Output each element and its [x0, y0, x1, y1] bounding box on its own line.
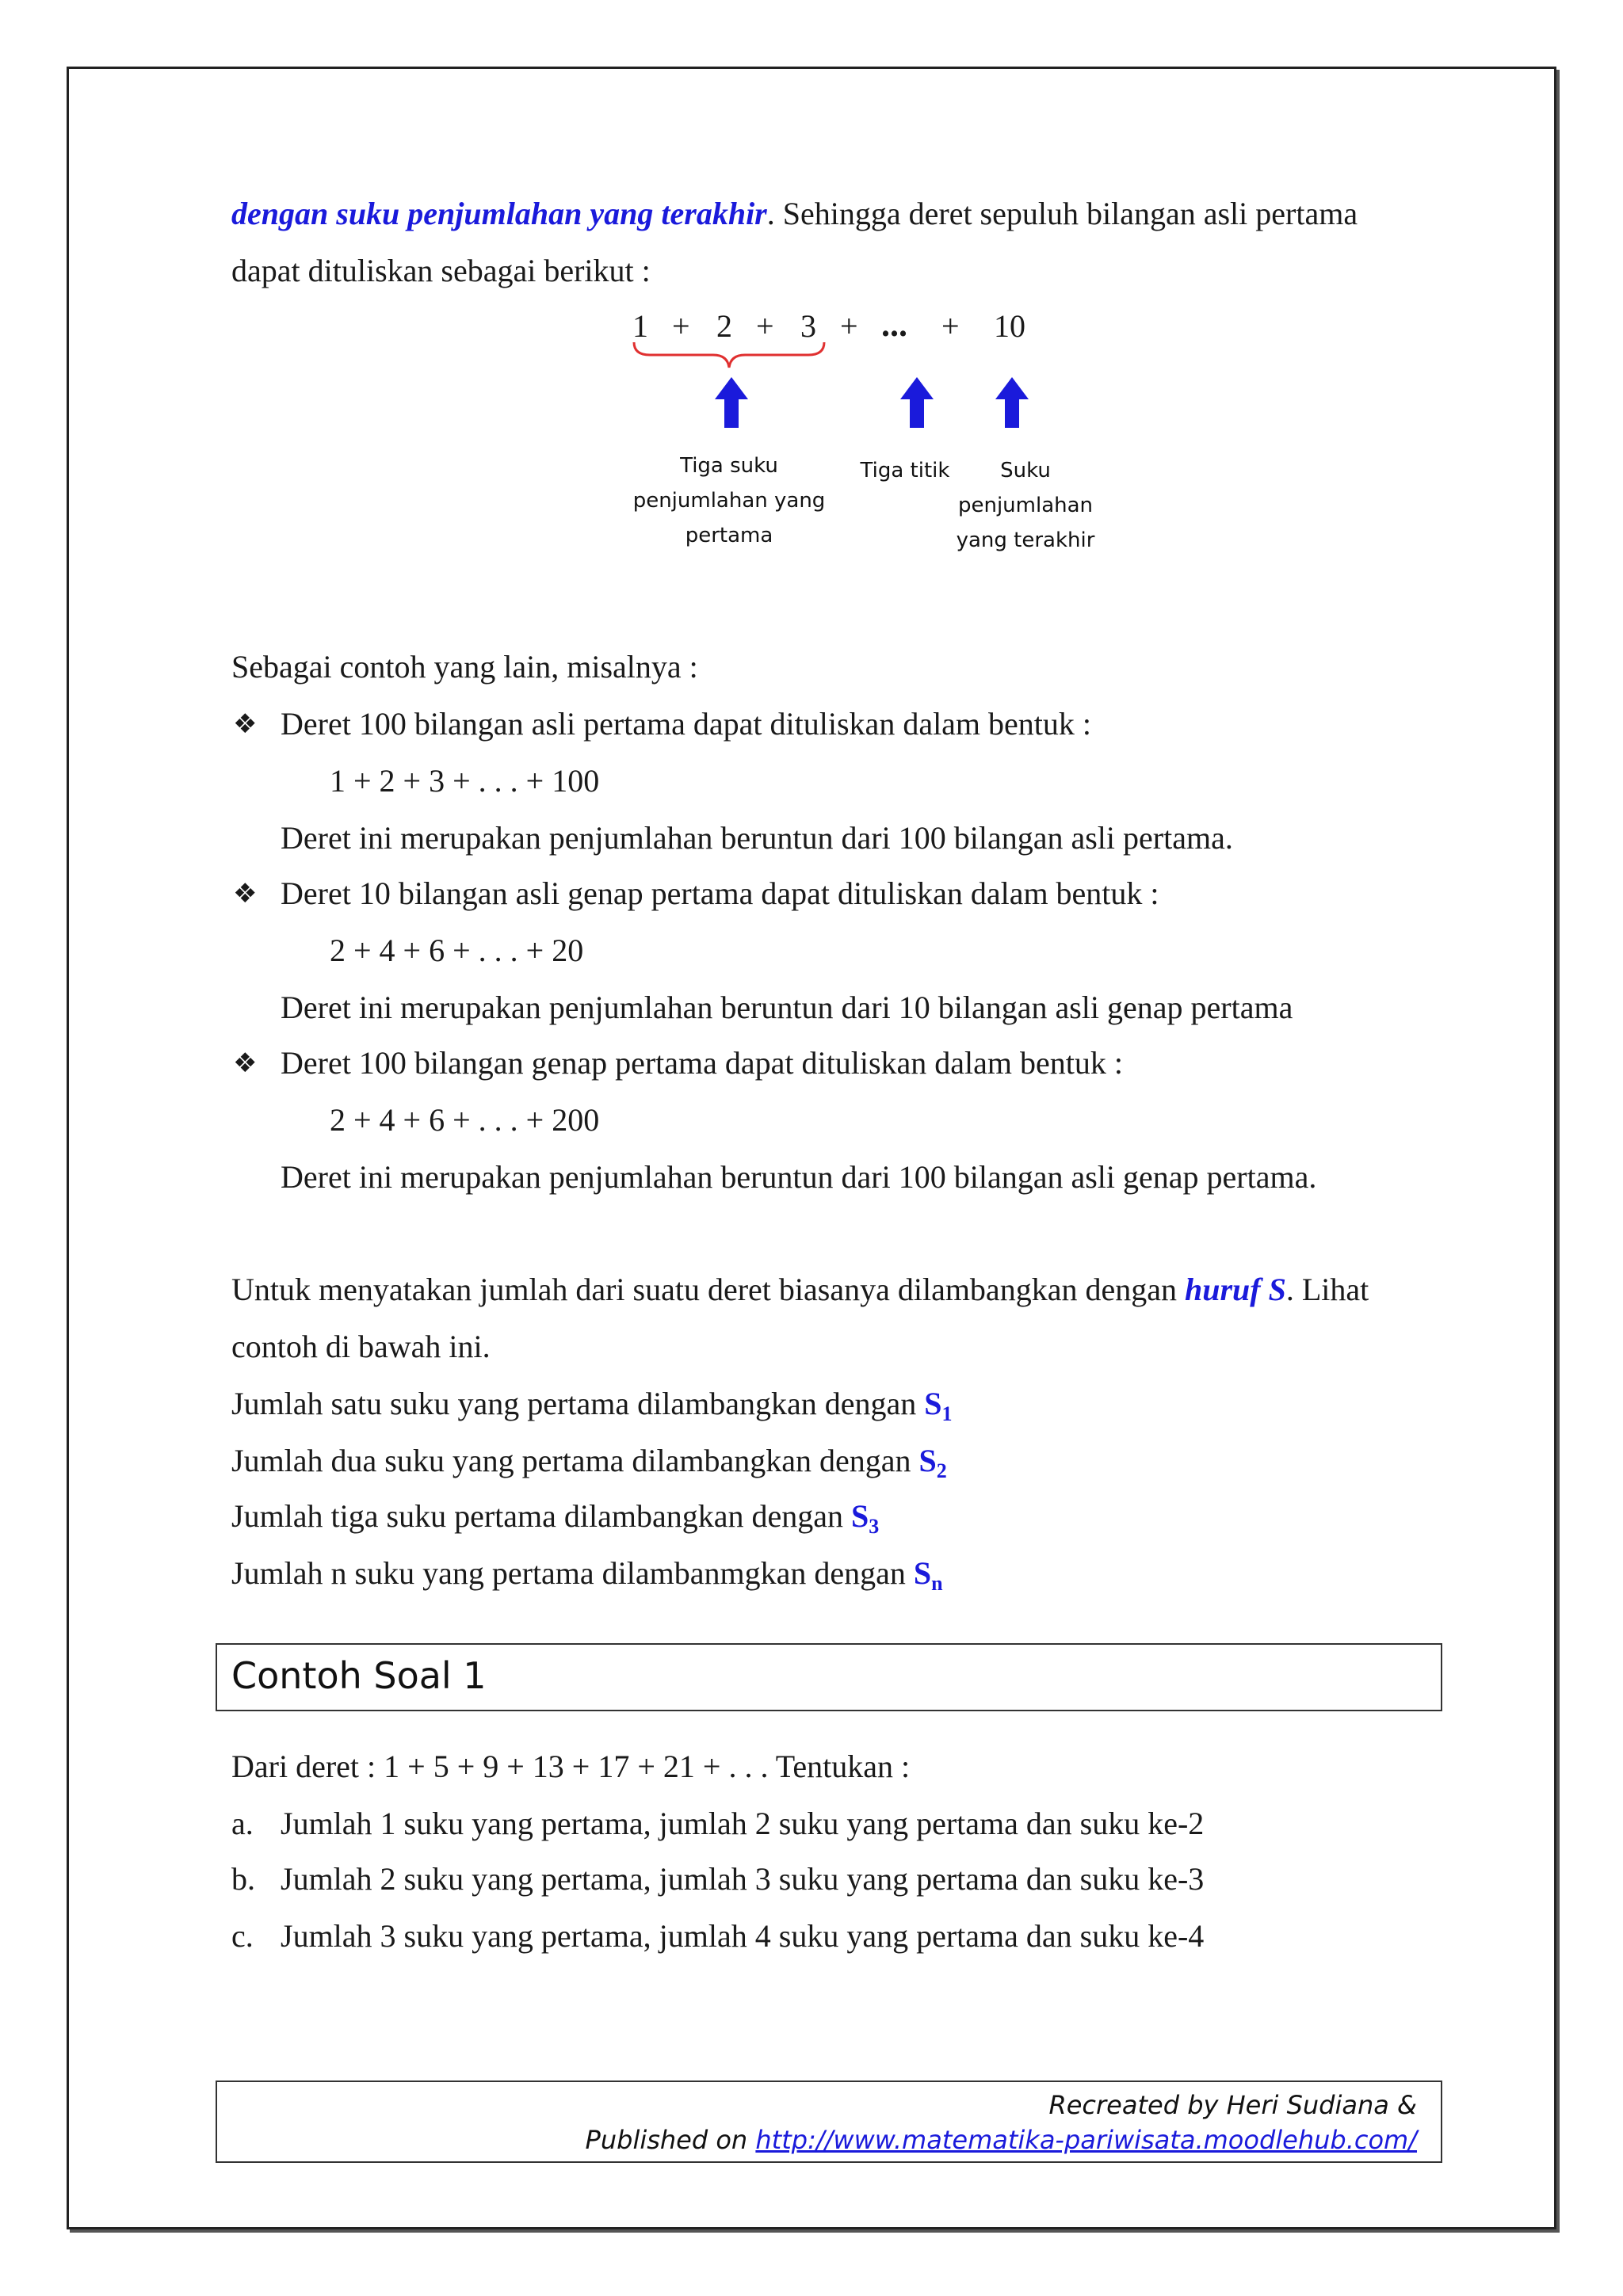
intro-line-1 — [231, 195, 1358, 232]
sum-row-1 — [231, 1385, 952, 1426]
footer-line-2 — [586, 2125, 1417, 2155]
footer-line-1: Recreated by Heri Sudiana & — [1048, 2090, 1417, 2120]
example-1-formula: 1 + 2 + 3 + . . . + 100 — [330, 763, 600, 799]
footer-prefix: Published on — [585, 2125, 756, 2155]
sum-row-2-subscript: 2 — [936, 1459, 947, 1482]
sum-row-1-text: Jumlah satu suku yang pertama dilambangkan dengan — [231, 1386, 925, 1421]
question-item-b-letter: b. — [231, 1861, 255, 1897]
sum-row-2 — [231, 1442, 947, 1483]
question-line: Dari deret : 1 + 5 + 9 + 13 + 17 + 21 + . . . Tentukan : — [231, 1749, 911, 1784]
intro-line-2: dapat dituliskan sebagai berikut : — [231, 253, 651, 288]
sum-line-2: contoh di bawah ini. — [231, 1329, 491, 1364]
example-1-desc: Deret ini merupakan penjumlahan beruntun dari 100 bilangan asli pertama. — [281, 820, 1233, 856]
intro-line-1-rest: . Sehingga deret sepuluh bilangan asli pertama — [766, 196, 1358, 231]
sum-row-4-symbol: S — [913, 1555, 932, 1591]
intro-emphasis: dengan suku penjumlahan yang terakhir — [231, 196, 767, 231]
arrow-up-icon-last — [992, 376, 1032, 431]
example-2-formula: 2 + 4 + 6 + . . . + 20 — [330, 933, 584, 968]
sum-row-1-subscript: 1 — [941, 1402, 953, 1425]
example-heading-box — [216, 1643, 1442, 1711]
plus-4: + — [941, 308, 960, 344]
sum-line-1-b: . Lihat — [1285, 1272, 1369, 1307]
term-2: 2 — [716, 308, 732, 344]
ellipsis: ... — [881, 305, 907, 344]
sum-line-1 — [231, 1271, 1369, 1308]
sum-row-3 — [231, 1497, 879, 1539]
sum-row-2-text: Jumlah dua suku yang pertama dilambangkan dengan — [231, 1443, 919, 1478]
example-3-desc: Deret ini merupakan penjumlahan beruntun dari 100 bilangan asli genap pertama. — [281, 1159, 1317, 1195]
label-first-line-2: penjumlahan yang — [632, 489, 826, 513]
plus-1: + — [672, 308, 690, 344]
question-item-b-text: Jumlah 2 suku yang pertama, jumlah 3 suku yang pertama dan suku ke-3 — [281, 1861, 1205, 1897]
arrow-up-icon-dots — [897, 376, 937, 431]
term-1: 1 — [632, 308, 648, 344]
page-border — [67, 67, 1556, 2229]
sum-row-4 — [231, 1554, 943, 1596]
arrow-up-icon-first — [712, 376, 751, 431]
example-2-desc: Deret ini merupakan penjumlahan beruntun dari 10 bilangan asli genap pertama — [281, 990, 1293, 1025]
sum-row-4-subscript: n — [931, 1572, 943, 1595]
label-first-line-1: Tiga suku — [680, 454, 778, 478]
plus-2: + — [756, 308, 774, 344]
sum-row-3-symbol: S — [851, 1498, 869, 1534]
question-item-a-letter: a. — [231, 1806, 254, 1841]
footer-box — [216, 2081, 1442, 2163]
question-item-c-text: Jumlah 3 suku yang pertama, jumlah 4 suku yang pertama dan suku ke-4 — [281, 1918, 1205, 1954]
bullet-diamond-icon: ❖ — [233, 1047, 258, 1079]
example-3-title: Deret 100 bilangan genap pertama dapat dituliskan dalam bentuk : — [281, 1045, 1123, 1081]
sum-row-4-text: Jumlah n suku yang pertama dilambanmgkan dengan — [231, 1555, 914, 1591]
example-2-title: Deret 10 bilangan asli genap pertama dapat dituliskan dalam bentuk : — [281, 875, 1159, 911]
label-last-line-3: yang terakhir — [956, 528, 1095, 552]
label-last-line-2: penjumlahan — [957, 494, 1094, 517]
sum-row-2-symbol: S — [918, 1443, 937, 1478]
label-first-line-3: pertama — [685, 524, 773, 547]
question-item-c-letter: c. — [231, 1918, 254, 1954]
sum-row-3-subscript: 3 — [869, 1515, 880, 1538]
example-1-title: Deret 100 bilangan asli pertama dapat dituliskan dalam bentuk : — [281, 706, 1092, 742]
question-item-a-text: Jumlah 1 suku yang pertama, jumlah 2 suku yang pertama dan suku ke-2 — [281, 1806, 1205, 1841]
plus-3: + — [840, 308, 858, 344]
sum-row-3-text: Jumlah tiga suku pertama dilambangkan dengan — [231, 1498, 852, 1534]
sum-line-1-a: Untuk menyatakan jumlah dari suatu deret biasanya dilambangkan dengan — [231, 1272, 1185, 1307]
brace-icon — [626, 341, 832, 380]
example-3-formula: 2 + 4 + 6 + . . . + 200 — [330, 1102, 600, 1138]
term-3: 3 — [800, 308, 816, 344]
label-first-terms — [618, 448, 840, 553]
sum-row-1-symbol: S — [924, 1386, 942, 1421]
examples-intro: Sebagai contoh yang lain, misalnya : — [231, 649, 698, 685]
sum-emphasis: huruf S — [1184, 1272, 1286, 1307]
bullet-diamond-icon: ❖ — [233, 708, 258, 740]
label-dots: Tiga titik — [860, 459, 950, 482]
example-heading: Contoh Soal 1 — [231, 1654, 487, 1697]
term-last: 10 — [994, 308, 1025, 344]
footer-link[interactable]: http://www.matematika-pariwisata.moodlehub.com/ — [755, 2125, 1417, 2155]
label-last-line-1: Suku — [1000, 459, 1051, 482]
label-last-term — [938, 453, 1113, 558]
bullet-diamond-icon: ❖ — [233, 878, 258, 910]
